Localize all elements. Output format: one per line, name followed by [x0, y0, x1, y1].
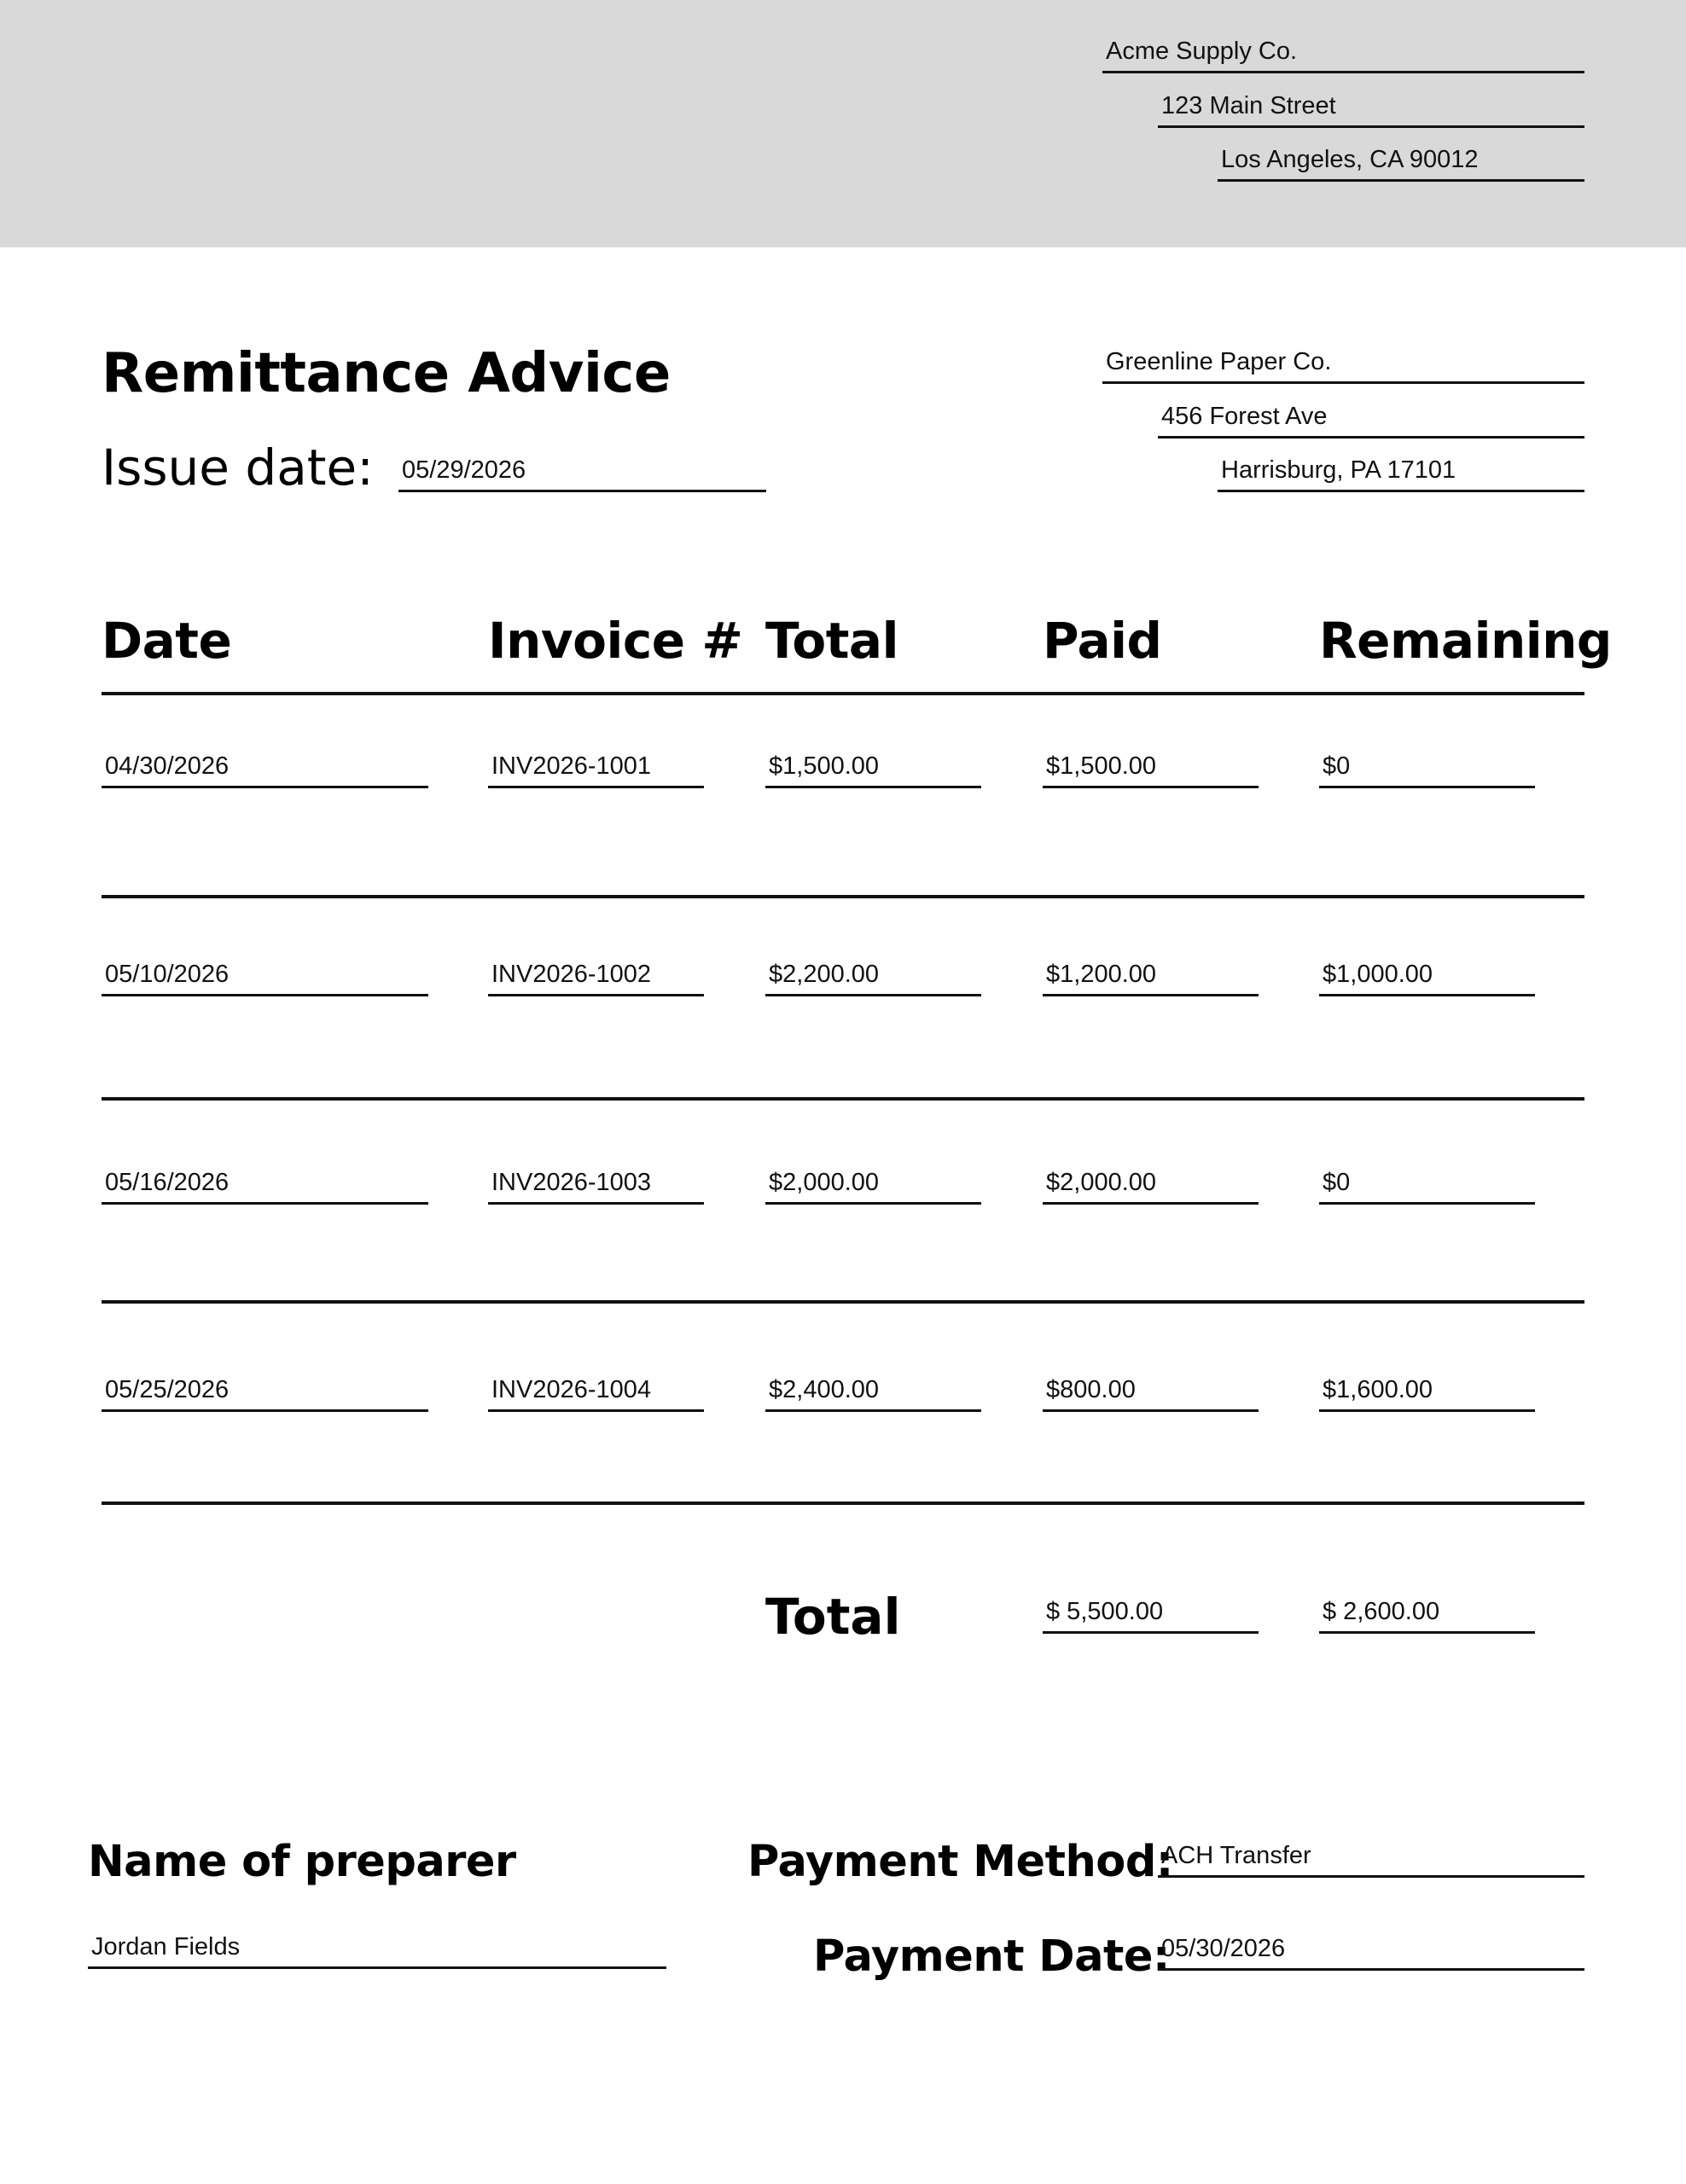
row-4-paid-field[interactable]: $800.00 — [1043, 1378, 1259, 1412]
payment-method-field[interactable]: ACH Transfer — [1158, 1844, 1584, 1878]
row-1-divider — [102, 895, 1584, 898]
row-2-divider — [102, 1097, 1584, 1101]
sender-city-field[interactable]: Los Angeles, CA 90012 — [1218, 148, 1584, 182]
row-1-invoice-field[interactable]: INV2026-1001 — [488, 754, 704, 788]
total-remaining-field[interactable]: $ 2,600.00 — [1319, 1600, 1535, 1634]
row-3-remaining-field[interactable]: $0 — [1319, 1170, 1535, 1205]
preparer-name-field[interactable]: Jordan Fields — [88, 1935, 666, 1969]
column-header-paid: Paid — [1043, 612, 1162, 670]
row-1-paid-field[interactable]: $1,500.00 — [1043, 754, 1259, 788]
column-header-invoice: Invoice # — [488, 612, 743, 670]
row-1-date-field[interactable]: 04/30/2026 — [102, 754, 428, 788]
table-header-divider — [102, 692, 1584, 695]
row-3-total-field[interactable]: $2,000.00 — [765, 1170, 981, 1205]
row-3-divider — [102, 1300, 1584, 1304]
row-3-date-field[interactable]: 05/16/2026 — [102, 1170, 428, 1205]
row-3-paid-field[interactable]: $2,000.00 — [1043, 1170, 1259, 1205]
row-2-date-field[interactable]: 05/10/2026 — [102, 962, 428, 996]
row-3-invoice-field[interactable]: INV2026-1003 — [488, 1170, 704, 1205]
recipient-street-field[interactable]: 456 Forest Ave — [1158, 404, 1584, 439]
row-1-total-field[interactable]: $1,500.00 — [765, 754, 981, 788]
row-2-invoice-field[interactable]: INV2026-1002 — [488, 962, 704, 996]
recipient-city-field[interactable]: Harrisburg, PA 17101 — [1218, 458, 1584, 492]
issue-date-label: Issue date: — [102, 439, 374, 497]
row-2-total-field[interactable]: $2,200.00 — [765, 962, 981, 996]
column-header-date: Date — [102, 612, 232, 670]
totals-label: Total — [765, 1588, 901, 1646]
payment-date-label: Payment Date: — [813, 1931, 1170, 1982]
column-header-remaining: Remaining — [1319, 612, 1612, 670]
row-4-date-field[interactable]: 05/25/2026 — [102, 1378, 428, 1412]
row-2-paid-field[interactable]: $1,200.00 — [1043, 962, 1259, 996]
row-2-remaining-field[interactable]: $1,000.00 — [1319, 962, 1535, 996]
issue-date-field[interactable]: 05/29/2026 — [398, 458, 766, 492]
row-1-remaining-field[interactable]: $0 — [1319, 754, 1535, 788]
sender-name-field[interactable]: Acme Supply Co. — [1102, 39, 1584, 73]
payment-method-label: Payment Method: — [747, 1837, 1173, 1887]
row-4-total-field[interactable]: $2,400.00 — [765, 1378, 981, 1412]
row-4-remaining-field[interactable]: $1,600.00 — [1319, 1378, 1535, 1412]
column-header-total: Total — [765, 612, 898, 670]
total-paid-field[interactable]: $ 5,500.00 — [1043, 1600, 1259, 1634]
document-title: Remittance Advice — [102, 342, 671, 405]
payment-date-field[interactable]: 05/30/2026 — [1158, 1937, 1584, 1971]
preparer-label: Name of preparer — [88, 1837, 516, 1887]
row-4-divider — [102, 1502, 1584, 1505]
row-4-invoice-field[interactable]: INV2026-1004 — [488, 1378, 704, 1412]
recipient-name-field[interactable]: Greenline Paper Co. — [1102, 350, 1584, 384]
sender-street-field[interactable]: 123 Main Street — [1158, 94, 1584, 128]
